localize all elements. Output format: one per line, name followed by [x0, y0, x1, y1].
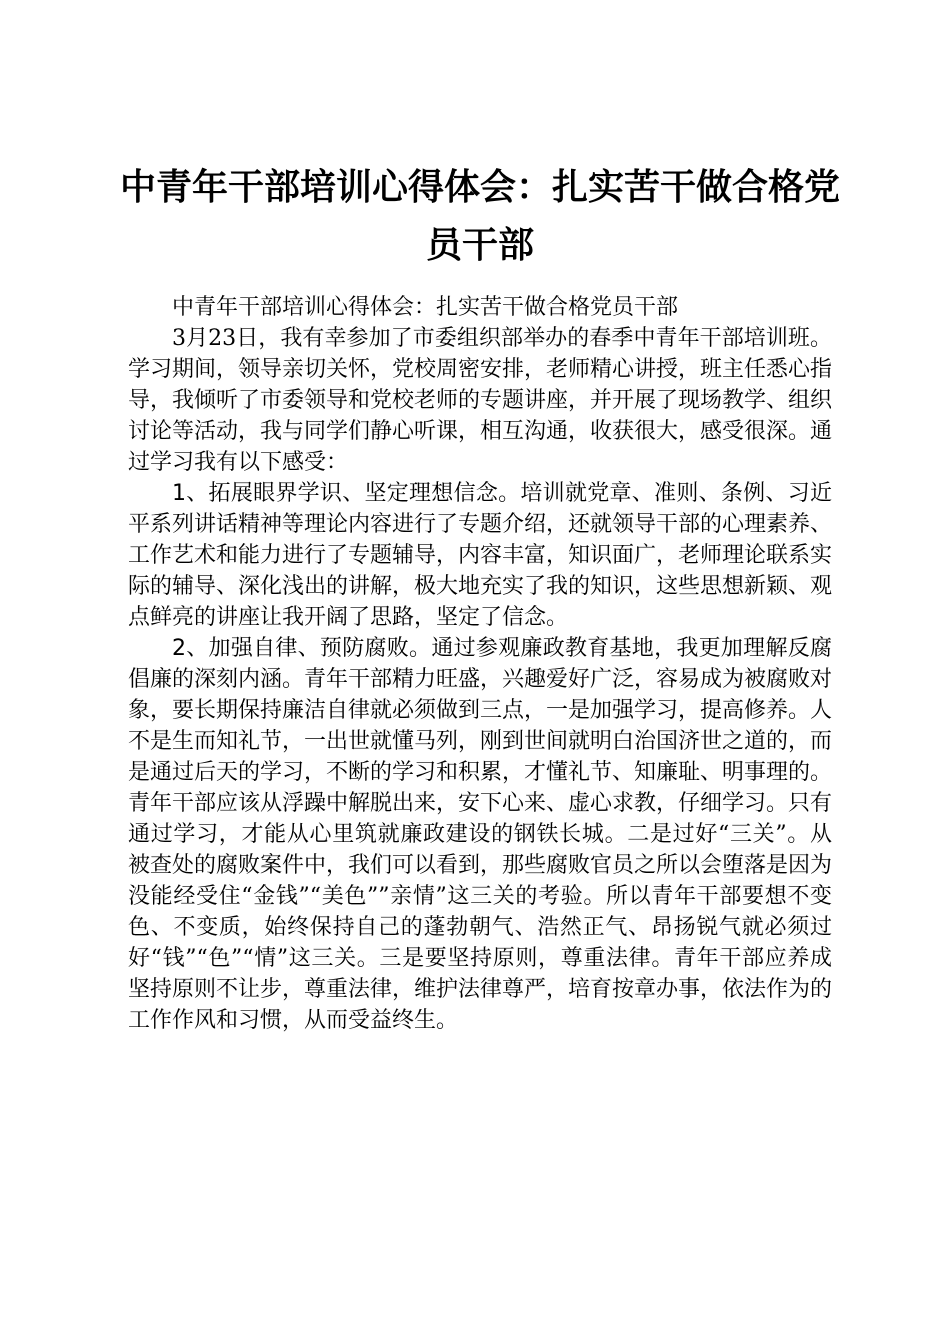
section-1-paragraph [128, 478, 832, 633]
document-body [128, 292, 832, 1036]
document-title [120, 158, 840, 274]
section-1-heading: 1、拓展眼界学识、坚定理想信念。 [172, 481, 521, 506]
title-line-1: 中青年干部培训心得体会：扎实苦干做合格党 [120, 166, 841, 208]
section-2-text: 通过参观廉政教育基地，我更加理解反腐倡廉的深刻内涵。青年干部精力旺盛，兴趣爱好广泛，容易成为被腐败对象，要长期保持廉洁自律就必须做到三点，一是加强学习，提高修养。人不是生而知礼节，一出世就懂马列，刚到世间就明白治国济世之道的，而是通过后天的学习，不断的学习和积累，才懂礼节、知廉耻、明事理的。青年干部应该从浮躁中解脱出来，安下心来、虚心求教，仔细学习。只有通过学习，才能从心里筑就廉政建设的钢铁长城。二是过好“三关”。从被查处的腐败案件中，我们可以看到，那些腐败官员之所以会堕落是因为没能经受住“金钱”“美色””亲情”这三关的考验。所以青年干部要想不变色、不变质，始终保持自己的蓬勃朝气、浩然正气、昂扬锐气就必须过好“钱”“色”“情”这三关。三是要坚持原则，尊重法律。青年干部应养成坚持原则不让步，尊重法律，维护法律尊严，培育按章办事，依法作为的工作作风和习惯，从而受益终生。 [128, 636, 833, 1033]
section-2-heading: 2、加强自律、预防腐败。 [172, 636, 432, 661]
subtitle-paragraph: 中青年干部培训心得体会：扎实苦干做合格党员干部 [172, 295, 679, 320]
title-line-2: 员干部 [425, 224, 534, 266]
intro-paragraph: 3月23日，我有幸参加了市委组织部举办的春季中青年干部培训班。学习期间，领导亲切关怀，党校周密安排，老师精心讲授，班主任悉心指导，我倾听了市委领导和党校老师的专题讲座，并开展了现场教学、组织讨论等活动，我与同学们静心听课，相互沟通，收获很大，感受很深。通过学习我有以下感受： [128, 326, 833, 475]
section-1-text: 培训就党章、准则、条例、习近平系列讲话精神等理论内容进行了专题介绍，还就领导干部的心理素养、工作艺术和能力进行了专题辅导，内容丰富，知识面广，老师理论联系实际的辅导、深化浅出的讲解，极大地充实了我的知识，这些思想新颖、观点鲜亮的讲座让我开阔了思路，坚定了信念。 [128, 481, 833, 630]
section-2-paragraph [128, 633, 832, 1036]
